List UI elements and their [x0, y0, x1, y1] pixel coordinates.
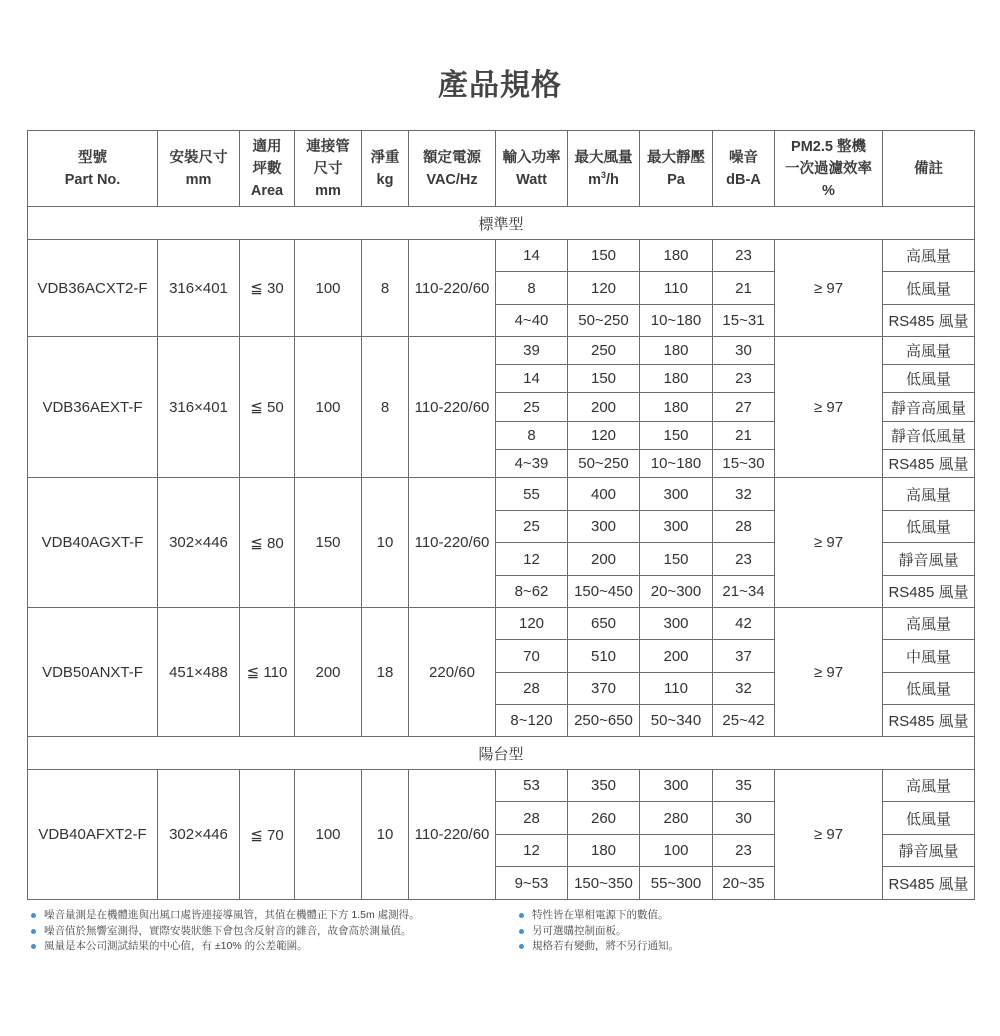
- header-pm25: [775, 131, 883, 207]
- cell-noise: 35: [713, 770, 775, 802]
- cell-airflow: 150~450: [568, 576, 640, 608]
- cell-airflow: 300: [568, 511, 640, 543]
- header-pm25-line: %: [822, 182, 835, 199]
- cell-pipe: 200: [295, 608, 362, 737]
- header-weight: [362, 131, 409, 207]
- header-remark: [883, 131, 975, 207]
- cell-area: ≦ 110: [240, 608, 295, 737]
- cell-input: 120: [496, 608, 568, 640]
- cell-noise: 42: [713, 608, 775, 640]
- cell-pressure: 100: [640, 835, 713, 867]
- cell-remark: RS485 風量: [883, 450, 975, 478]
- cell-remark: RS485 風量: [883, 305, 975, 337]
- cell-pressure: 180: [640, 365, 713, 393]
- cell-pressure: 150: [640, 543, 713, 576]
- cell-input: 25: [496, 511, 568, 543]
- cell-weight: 10: [362, 478, 409, 608]
- header-airflow-line: 最大風量: [574, 149, 633, 166]
- cell-noise: 27: [713, 393, 775, 422]
- cell-airflow: 180: [568, 835, 640, 867]
- cell-pressure: 300: [640, 478, 713, 511]
- table-row: [28, 608, 975, 640]
- cell-pm25: ≥ 97: [775, 240, 883, 337]
- cell-area: ≦ 30: [240, 240, 295, 337]
- cell-noise: 15~31: [713, 305, 775, 337]
- cell-airflow: 370: [568, 673, 640, 705]
- cell-noise: 21~34: [713, 576, 775, 608]
- cell-install: 316×401: [158, 240, 240, 337]
- cell-airflow: 200: [568, 393, 640, 422]
- header-area: [240, 131, 295, 207]
- cell-remark: RS485 風量: [883, 576, 975, 608]
- header-model-line: Part No.: [64, 171, 121, 188]
- cell-noise: 32: [713, 673, 775, 705]
- cell-pressure: 180: [640, 337, 713, 365]
- header-pipe-line: mm: [315, 182, 341, 199]
- cell-power: 220/60: [409, 608, 496, 737]
- header-pipe: [295, 131, 362, 207]
- cell-power: 110-220/60: [409, 337, 496, 478]
- header-install: [158, 131, 240, 207]
- page-title: 產品規格: [438, 69, 562, 102]
- section-title: 標準型: [28, 207, 975, 240]
- table-row: [28, 770, 975, 802]
- cell-airflow: 350: [568, 770, 640, 802]
- cell-input: 12: [496, 835, 568, 867]
- cell-input: 4~39: [496, 450, 568, 478]
- cell-noise: 20~35: [713, 867, 775, 900]
- cell-weight: 8: [362, 337, 409, 478]
- header-area-line: 坪數: [252, 160, 282, 177]
- cell-input: 14: [496, 365, 568, 393]
- header-weight-line: 淨重: [370, 149, 400, 166]
- cell-input: 8~62: [496, 576, 568, 608]
- table-row: [28, 337, 975, 365]
- cell-weight: 18: [362, 608, 409, 737]
- header-power: [409, 131, 496, 207]
- cell-airflow: 650: [568, 608, 640, 640]
- footnotes-left: [30, 908, 420, 955]
- cell-input: 12: [496, 543, 568, 576]
- cell-airflow: 150~350: [568, 867, 640, 900]
- footnote-item: 噪音量測是在機體進與出風口處皆連接導風管，其值在機體正下方 1.5m 處測得。: [30, 908, 420, 924]
- spec-table: [27, 130, 975, 900]
- cell-remark: RS485 風量: [883, 867, 975, 900]
- cell-area: ≦ 70: [240, 770, 295, 900]
- cell-pressure: 200: [640, 640, 713, 673]
- cell-power: 110-220/60: [409, 478, 496, 608]
- cell-pressure: 300: [640, 511, 713, 543]
- section-title: 陽台型: [28, 737, 975, 770]
- table-row: [28, 478, 975, 511]
- cell-input: 39: [496, 337, 568, 365]
- cell-noise: 21: [713, 422, 775, 450]
- cell-model: VDB36AEXT-F: [28, 337, 158, 478]
- cell-noise: 23: [713, 240, 775, 272]
- cell-input: 55: [496, 478, 568, 511]
- cell-noise: 37: [713, 640, 775, 673]
- cell-input: 70: [496, 640, 568, 673]
- cell-airflow: 250~650: [568, 705, 640, 737]
- cell-install: 302×446: [158, 770, 240, 900]
- cell-airflow: 150: [568, 365, 640, 393]
- cell-pressure: 110: [640, 673, 713, 705]
- cell-area: ≦ 50: [240, 337, 295, 478]
- cell-input: 25: [496, 393, 568, 422]
- header-pressure-line: Pa: [667, 171, 685, 188]
- header-power-line: 額定電源: [423, 149, 481, 166]
- cell-remark: 低風量: [883, 802, 975, 835]
- cell-install: 316×401: [158, 337, 240, 478]
- footnote-item: 風量是本公司測試結果的中心值，有 ±10% 的公差範圍。: [30, 939, 420, 955]
- cell-airflow: 400: [568, 478, 640, 511]
- cell-remark: 低風量: [883, 272, 975, 305]
- cell-pressure: 110: [640, 272, 713, 305]
- header-input: [496, 131, 568, 207]
- cell-model: VDB50ANXT-F: [28, 608, 158, 737]
- cell-area: ≦ 80: [240, 478, 295, 608]
- footnotes-right: [518, 908, 679, 955]
- cell-noise: 32: [713, 478, 775, 511]
- cell-airflow: 260: [568, 802, 640, 835]
- cell-noise: 23: [713, 835, 775, 867]
- cell-pipe: 150: [295, 478, 362, 608]
- header-input-line: Watt: [516, 171, 547, 188]
- cell-remark: 靜音低風量: [883, 422, 975, 450]
- cell-pm25: ≥ 97: [775, 770, 883, 900]
- cell-pipe: 100: [295, 770, 362, 900]
- header-install-line: 安裝尺寸: [169, 149, 228, 166]
- header-pipe-line: 尺寸: [313, 160, 343, 177]
- cell-model: VDB40AFXT2-F: [28, 770, 158, 900]
- cell-input: 28: [496, 673, 568, 705]
- cell-pressure: 300: [640, 770, 713, 802]
- cell-pressure: 10~180: [640, 450, 713, 478]
- cell-noise: 21: [713, 272, 775, 305]
- cell-input: 14: [496, 240, 568, 272]
- header-area-line: Area: [250, 182, 284, 199]
- header-row: [28, 131, 975, 207]
- footnote-item: 特性皆在單相電源下的數值。: [518, 908, 679, 924]
- header-remark-line: 備註: [914, 160, 943, 177]
- table-row: [28, 240, 975, 272]
- header-weight-line: kg: [376, 171, 394, 188]
- cell-pipe: 100: [295, 337, 362, 478]
- cell-remark: 低風量: [883, 673, 975, 705]
- cell-remark: 靜音高風量: [883, 393, 975, 422]
- cell-pressure: 50~340: [640, 705, 713, 737]
- cell-airflow: 50~250: [568, 305, 640, 337]
- header-pipe-line: 連接管: [306, 138, 350, 155]
- cell-pressure: 55~300: [640, 867, 713, 900]
- header-pressure: [640, 131, 713, 207]
- cell-install: 451×488: [158, 608, 240, 737]
- cell-remark: RS485 風量: [883, 705, 975, 737]
- cell-noise: 30: [713, 337, 775, 365]
- cell-pm25: ≥ 97: [775, 608, 883, 737]
- section-row: [28, 207, 975, 240]
- cell-remark: 靜音風量: [883, 835, 975, 867]
- cell-input: 8: [496, 272, 568, 305]
- cell-noise: 25~42: [713, 705, 775, 737]
- cell-noise: 15~30: [713, 450, 775, 478]
- section-row: [28, 737, 975, 770]
- header-pm25-line: PM2.5 整機: [791, 138, 866, 155]
- cell-pressure: 180: [640, 393, 713, 422]
- cell-pipe: 100: [295, 240, 362, 337]
- cell-noise: 23: [713, 365, 775, 393]
- header-model: [28, 131, 158, 207]
- cell-airflow: 120: [568, 422, 640, 450]
- cell-pressure: 150: [640, 422, 713, 450]
- header-airflow-line: $m^3/h$: [588, 169, 619, 188]
- header-airflow: [568, 131, 640, 207]
- cell-remark: 高風量: [883, 240, 975, 272]
- cell-remark: 靜音風量: [883, 543, 975, 576]
- header-input-line: 輸入功率: [502, 149, 561, 166]
- cell-airflow: 250: [568, 337, 640, 365]
- cell-remark: 高風量: [883, 770, 975, 802]
- cell-airflow: 120: [568, 272, 640, 305]
- cell-remark: 高風量: [883, 478, 975, 511]
- cell-input: 28: [496, 802, 568, 835]
- cell-input: 4~40: [496, 305, 568, 337]
- cell-power: 110-220/60: [409, 240, 496, 337]
- cell-pressure: 10~180: [640, 305, 713, 337]
- header-pressure-line: 最大靜壓: [647, 149, 705, 166]
- cell-model: VDB36ACXT2-F: [28, 240, 158, 337]
- header-model-line: 型號: [78, 149, 107, 166]
- cell-airflow: 150: [568, 240, 640, 272]
- cell-airflow: 200: [568, 543, 640, 576]
- cell-input: 9~53: [496, 867, 568, 900]
- cell-noise: 28: [713, 511, 775, 543]
- cell-pm25: ≥ 97: [775, 478, 883, 608]
- cell-power: 110-220/60: [409, 770, 496, 900]
- cell-remark: 中風量: [883, 640, 975, 673]
- cell-pressure: 20~300: [640, 576, 713, 608]
- footnote-item: 規格若有變動，將不另行通知。: [518, 939, 679, 955]
- cell-airflow: 50~250: [568, 450, 640, 478]
- cell-pm25: ≥ 97: [775, 337, 883, 478]
- cell-weight: 8: [362, 240, 409, 337]
- cell-input: 8~120: [496, 705, 568, 737]
- cell-airflow: 510: [568, 640, 640, 673]
- cell-pressure: 180: [640, 240, 713, 272]
- cell-weight: 10: [362, 770, 409, 900]
- footnote-item: 另可選購控制面板。: [518, 924, 679, 940]
- cell-pressure: 280: [640, 802, 713, 835]
- header-noise: [713, 131, 775, 207]
- cell-remark: 低風量: [883, 365, 975, 393]
- cell-remark: 高風量: [883, 337, 975, 365]
- cell-pressure: 300: [640, 608, 713, 640]
- header-area-line: 適用: [252, 138, 282, 155]
- header-install-line: mm: [185, 171, 212, 188]
- cell-remark: 低風量: [883, 511, 975, 543]
- cell-model: VDB40AGXT-F: [28, 478, 158, 608]
- cell-input: 8: [496, 422, 568, 450]
- header-power-line: VAC/Hz: [426, 171, 478, 188]
- header-noise-line: 噪音: [729, 149, 758, 166]
- footnote-item: 噪音值於無響室測得，實際安裝狀態下會包含反射音的雜音，故會高於測量值。: [30, 924, 420, 940]
- cell-install: 302×446: [158, 478, 240, 608]
- cell-noise: 30: [713, 802, 775, 835]
- cell-noise: 23: [713, 543, 775, 576]
- header-pm25-line: 一次過濾效率: [785, 160, 872, 177]
- cell-remark: 高風量: [883, 608, 975, 640]
- cell-input: 53: [496, 770, 568, 802]
- header-noise-line: dB-A: [726, 171, 761, 188]
